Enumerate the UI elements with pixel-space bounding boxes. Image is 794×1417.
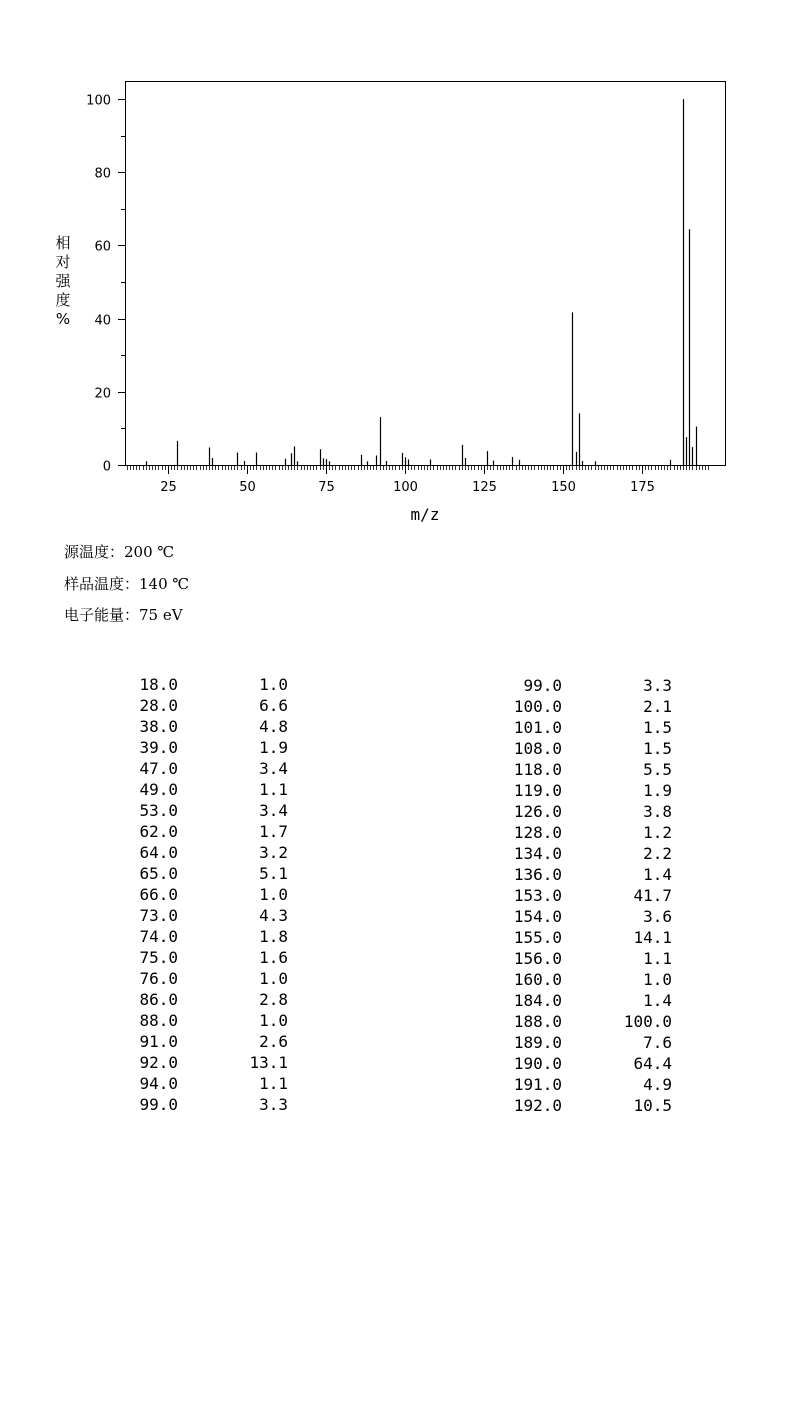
peak-row: [400, 759, 794, 780]
peak-abundance: 1.1: [259, 1074, 288, 1093]
sample-temperature: 样品温度：140 ℃: [64, 575, 190, 593]
peak-row: [400, 1074, 794, 1095]
peak-row: [0, 905, 400, 926]
peak-abundance: 1.4: [643, 865, 672, 884]
peak-row: [400, 822, 794, 843]
peak-mz: 118.0: [513, 760, 562, 779]
peak-row: [0, 926, 400, 947]
peak-mz: 99.0: [139, 1095, 178, 1114]
peak-mz: 108.0: [513, 739, 562, 758]
peak-mz: 49.0: [139, 780, 178, 799]
peak-table-left: [0, 674, 400, 1115]
peak-mz: 154.0: [513, 907, 562, 926]
y-tick-label: 60: [94, 239, 111, 255]
peak-abundance: 4.9: [643, 1075, 672, 1094]
peak-row: [400, 906, 794, 927]
y-axis-label-char: 度: [55, 291, 71, 309]
peak-abundance: 3.3: [643, 676, 672, 695]
peak-mz: 136.0: [513, 865, 562, 884]
peak-abundance: 5.1: [259, 864, 288, 883]
peak-abundance: 14.1: [633, 928, 672, 947]
peak-mz: 64.0: [139, 843, 178, 862]
peak-mz: 75.0: [139, 948, 178, 967]
x-tick-label: 150: [551, 480, 576, 495]
x-tick-label: 50: [239, 480, 256, 495]
peak-mz: 76.0: [139, 969, 178, 988]
x-tick-label: 25: [160, 480, 177, 495]
peak-abundance: 1.0: [643, 970, 672, 989]
peak-row: [400, 696, 794, 717]
peak-row: [400, 990, 794, 1011]
peak-row: [400, 927, 794, 948]
peak-abundance: 1.0: [259, 675, 288, 694]
peak-abundance: 3.3: [259, 1095, 288, 1114]
peak-row: [0, 1010, 400, 1031]
peak-row: [0, 758, 400, 779]
peak-row: [0, 737, 400, 758]
peak-abundance: 6.6: [259, 696, 288, 715]
peak-row: [0, 695, 400, 716]
peak-row: [0, 1094, 400, 1115]
peak-row: [400, 1053, 794, 1074]
peak-row: [400, 801, 794, 822]
peak-mz: 100.0: [513, 697, 562, 716]
x-axis-label: m/z: [410, 505, 440, 524]
peak-row: [0, 674, 400, 695]
peak-mz: 28.0: [139, 696, 178, 715]
peak-mz: 91.0: [139, 1032, 178, 1051]
peak-abundance: 3.6: [643, 907, 672, 926]
peak-mz: 160.0: [513, 970, 562, 989]
peak-mz: 128.0: [513, 823, 562, 842]
peak-abundance: 41.7: [633, 886, 672, 905]
peak-mz: 99.0: [523, 676, 562, 695]
peak-abundance: 7.6: [643, 1033, 672, 1052]
peak-row: [400, 738, 794, 759]
peak-row: [400, 1011, 794, 1032]
mass-spectrum-chart: [0, 0, 794, 530]
peak-abundance: 1.1: [259, 780, 288, 799]
peak-abundance: 2.6: [259, 1032, 288, 1051]
y-tick-label: 20: [94, 386, 111, 402]
peak-row: [400, 843, 794, 864]
peak-mz: 190.0: [513, 1054, 562, 1073]
peak-table-right: [400, 675, 794, 1116]
peak-abundance: 1.0: [259, 969, 288, 988]
y-axis-label-char: 相: [55, 234, 71, 252]
peak-row: [0, 842, 400, 863]
peak-abundance: 1.9: [643, 781, 672, 800]
peak-row: [0, 1073, 400, 1094]
peak-abundance: 3.4: [259, 759, 288, 778]
peak-mz: 94.0: [139, 1074, 178, 1093]
peak-abundance: 1.9: [259, 738, 288, 757]
peak-abundance: 1.5: [643, 718, 672, 737]
peak-mz: 73.0: [139, 906, 178, 925]
peak-abundance: 1.0: [259, 885, 288, 904]
y-tick-label: 40: [94, 313, 111, 329]
peak-row: [0, 947, 400, 968]
peak-row: [400, 948, 794, 969]
peak-abundance: 13.1: [249, 1053, 288, 1072]
peak-row: [0, 716, 400, 737]
peak-row: [400, 780, 794, 801]
peak-abundance: 1.5: [643, 739, 672, 758]
y-tick-label: 100: [86, 93, 111, 109]
peak-mz: 126.0: [513, 802, 562, 821]
y-axis-label-char: %: [55, 310, 71, 328]
peak-row: [400, 717, 794, 738]
y-axis-ticks: [86, 94, 125, 475]
peak-abundance: 2.2: [643, 844, 672, 863]
y-axis-label: [55, 234, 71, 328]
peak-mz: 192.0: [513, 1096, 562, 1115]
peak-abundance: 1.2: [643, 823, 672, 842]
peak-mz: 62.0: [139, 822, 178, 841]
peak-abundance: 3.4: [259, 801, 288, 820]
spectrum-bars: [147, 99, 697, 465]
peak-abundance: 1.6: [259, 948, 288, 967]
peak-row: [0, 989, 400, 1010]
peak-mz: 39.0: [139, 738, 178, 757]
peak-row: [400, 675, 794, 696]
peak-abundance: 1.4: [643, 991, 672, 1010]
peak-abundance: 1.0: [259, 1011, 288, 1030]
peak-mz: 188.0: [513, 1012, 562, 1031]
peak-mz: 66.0: [139, 885, 178, 904]
peak-mz: 65.0: [139, 864, 178, 883]
peak-abundance: 3.2: [259, 843, 288, 862]
peak-mz: 38.0: [139, 717, 178, 736]
peak-row: [400, 969, 794, 990]
peak-mz: 101.0: [513, 718, 562, 737]
peak-mz: 86.0: [139, 990, 178, 1009]
electron-energy: 电子能量：75 eV: [64, 606, 183, 624]
peak-mz: 184.0: [513, 991, 562, 1010]
peak-abundance: 1.8: [259, 927, 288, 946]
peak-abundance: 64.4: [633, 1054, 672, 1073]
y-axis-label-char: 对: [55, 253, 71, 271]
peak-mz: 74.0: [139, 927, 178, 946]
peak-row: [400, 1032, 794, 1053]
peak-mz: 189.0: [513, 1033, 562, 1052]
peak-abundance: 1.7: [259, 822, 288, 841]
peak-abundance: 2.1: [643, 697, 672, 716]
x-tick-label: 125: [472, 480, 497, 495]
plot-frame: [126, 82, 726, 466]
peak-row: [0, 779, 400, 800]
peak-mz: 134.0: [513, 844, 562, 863]
peak-abundance: 4.3: [259, 906, 288, 925]
x-tick-label: 100: [393, 480, 418, 495]
peak-mz: 191.0: [513, 1075, 562, 1094]
peak-mz: 153.0: [513, 886, 562, 905]
peak-mz: 53.0: [139, 801, 178, 820]
peak-row: [0, 968, 400, 989]
y-axis-label-char: 强: [55, 272, 71, 290]
peak-abundance: 3.8: [643, 802, 672, 821]
peak-row: [0, 821, 400, 842]
peak-row: [400, 864, 794, 885]
peak-row: [0, 1052, 400, 1073]
peak-abundance: 4.8: [259, 717, 288, 736]
peak-abundance: 2.8: [259, 990, 288, 1009]
y-tick-label: 80: [94, 166, 111, 182]
peak-mz: 156.0: [513, 949, 562, 968]
peak-abundance: 1.1: [643, 949, 672, 968]
peak-mz: 155.0: [513, 928, 562, 947]
x-tick-label: 75: [318, 480, 335, 495]
peak-row: [0, 863, 400, 884]
peak-mz: 92.0: [139, 1053, 178, 1072]
peak-abundance: 10.5: [633, 1096, 672, 1115]
peak-row: [0, 884, 400, 905]
peak-mz: 18.0: [139, 675, 178, 694]
peak-abundance: 5.5: [643, 760, 672, 779]
peak-row: [0, 1031, 400, 1052]
peak-abundance: 100.0: [623, 1012, 672, 1031]
x-tick-label: 175: [630, 480, 655, 495]
peak-mz: 119.0: [513, 781, 562, 800]
peak-mz: 88.0: [139, 1011, 178, 1030]
source-temperature: 源温度：200 ℃: [64, 543, 175, 561]
peak-row: [400, 885, 794, 906]
peak-mz: 47.0: [139, 759, 178, 778]
peak-row: [0, 800, 400, 821]
peak-row: [400, 1095, 794, 1116]
y-tick-label: 0: [102, 459, 111, 475]
